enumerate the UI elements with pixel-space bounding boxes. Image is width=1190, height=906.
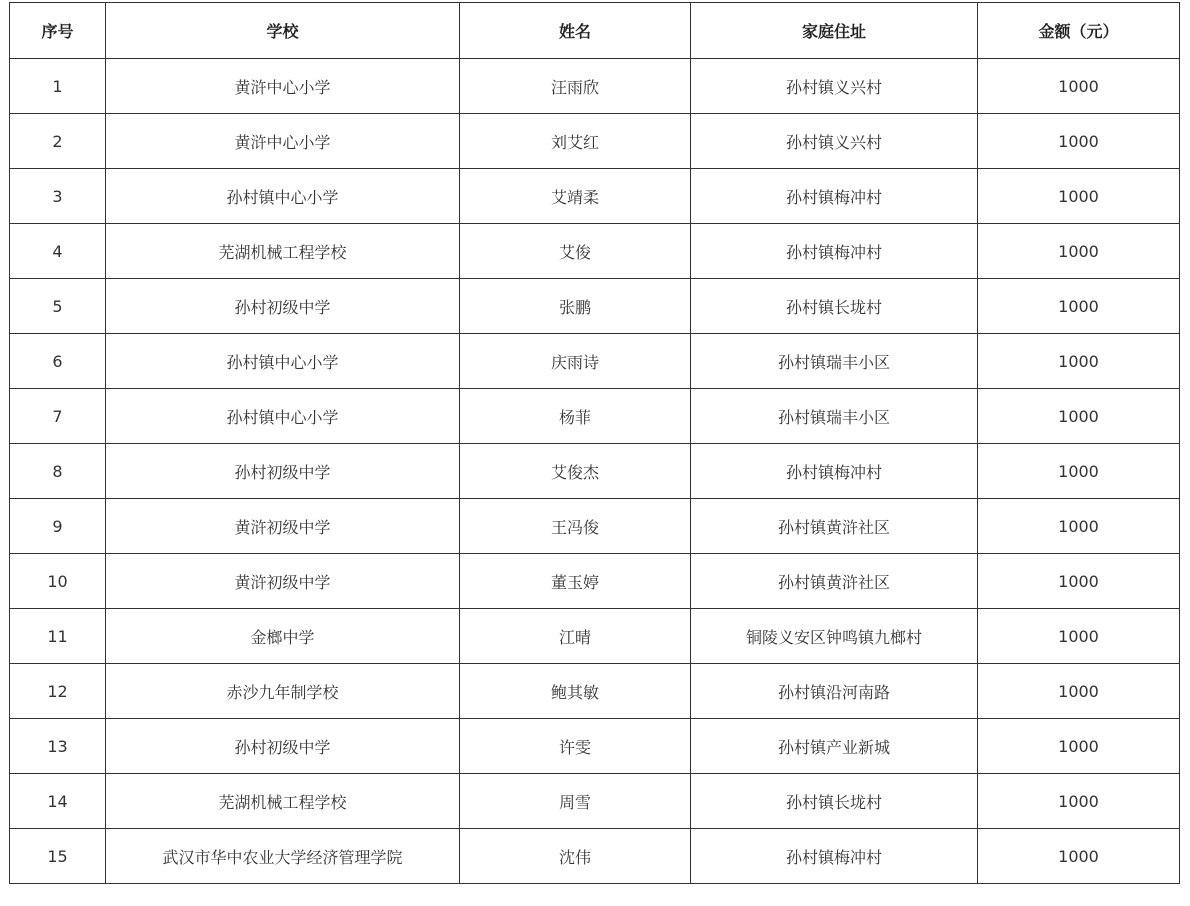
- header-index: 序号: [10, 3, 106, 59]
- table-row: [10, 774, 1180, 829]
- cell-school: 黄浒中心小学: [106, 114, 460, 169]
- cell-school: 武汉市华中农业大学经济管理学院: [106, 829, 460, 884]
- cell-index: 13: [10, 719, 106, 774]
- scholarship-table: [9, 2, 1180, 884]
- table-body: [10, 59, 1180, 884]
- cell-index: 15: [10, 829, 106, 884]
- table-row: [10, 719, 1180, 774]
- cell-address: 孙村镇黄浒社区: [691, 554, 978, 609]
- table-row: [10, 554, 1180, 609]
- cell-address: 孙村镇长垅村: [691, 279, 978, 334]
- scholarship-table-container: [9, 2, 1180, 884]
- cell-school: 孙村镇中心小学: [106, 389, 460, 444]
- cell-amount: 1000: [978, 114, 1180, 169]
- cell-amount: 1000: [978, 169, 1180, 224]
- cell-name: 庆雨诗: [460, 334, 691, 389]
- cell-address: 孙村镇沿河南路: [691, 664, 978, 719]
- cell-school: 黄浒中心小学: [106, 59, 460, 114]
- cell-amount: 1000: [978, 499, 1180, 554]
- cell-index: 3: [10, 169, 106, 224]
- cell-amount: 1000: [978, 334, 1180, 389]
- cell-index: 12: [10, 664, 106, 719]
- cell-school: 孙村镇中心小学: [106, 169, 460, 224]
- cell-school: 孙村镇中心小学: [106, 334, 460, 389]
- table-row: [10, 829, 1180, 884]
- cell-school: 孙村初级中学: [106, 444, 460, 499]
- cell-amount: 1000: [978, 389, 1180, 444]
- cell-address: 孙村镇梅冲村: [691, 169, 978, 224]
- table-row: [10, 59, 1180, 114]
- header-name: 姓名: [460, 3, 691, 59]
- cell-amount: 1000: [978, 774, 1180, 829]
- cell-index: 1: [10, 59, 106, 114]
- table-row: [10, 664, 1180, 719]
- cell-address: 孙村镇瑞丰小区: [691, 334, 978, 389]
- cell-address: 孙村镇义兴村: [691, 114, 978, 169]
- cell-amount: 1000: [978, 224, 1180, 279]
- header-amount: 金额（元）: [978, 3, 1180, 59]
- table-row: [10, 114, 1180, 169]
- cell-amount: 1000: [978, 829, 1180, 884]
- header-school: 学校: [106, 3, 460, 59]
- cell-address: 孙村镇梅冲村: [691, 224, 978, 279]
- table-row: [10, 279, 1180, 334]
- cell-name: 汪雨欣: [460, 59, 691, 114]
- table-row: [10, 224, 1180, 279]
- cell-name: 江晴: [460, 609, 691, 664]
- cell-school: 芜湖机械工程学校: [106, 224, 460, 279]
- cell-amount: 1000: [978, 279, 1180, 334]
- cell-name: 王冯俊: [460, 499, 691, 554]
- cell-index: 4: [10, 224, 106, 279]
- cell-index: 6: [10, 334, 106, 389]
- cell-amount: 1000: [978, 664, 1180, 719]
- cell-name: 许雯: [460, 719, 691, 774]
- header-address: 家庭住址: [691, 3, 978, 59]
- cell-school: 黄浒初级中学: [106, 499, 460, 554]
- cell-address: 孙村镇梅冲村: [691, 444, 978, 499]
- cell-amount: 1000: [978, 444, 1180, 499]
- cell-index: 5: [10, 279, 106, 334]
- cell-school: 赤沙九年制学校: [106, 664, 460, 719]
- cell-amount: 1000: [978, 59, 1180, 114]
- cell-school: 孙村初级中学: [106, 719, 460, 774]
- table-row: [10, 169, 1180, 224]
- cell-school: 金榔中学: [106, 609, 460, 664]
- cell-name: 刘艾红: [460, 114, 691, 169]
- table-row: [10, 389, 1180, 444]
- cell-address: 孙村镇梅冲村: [691, 829, 978, 884]
- cell-index: 8: [10, 444, 106, 499]
- cell-address: 孙村镇义兴村: [691, 59, 978, 114]
- cell-address: 孙村镇产业新城: [691, 719, 978, 774]
- cell-address: 孙村镇长垅村: [691, 774, 978, 829]
- cell-name: 艾俊杰: [460, 444, 691, 499]
- cell-name: 董玉婷: [460, 554, 691, 609]
- cell-index: 2: [10, 114, 106, 169]
- table-row: [10, 499, 1180, 554]
- cell-school: 黄浒初级中学: [106, 554, 460, 609]
- cell-address: 孙村镇瑞丰小区: [691, 389, 978, 444]
- cell-name: 周雪: [460, 774, 691, 829]
- cell-index: 7: [10, 389, 106, 444]
- cell-name: 张鹏: [460, 279, 691, 334]
- cell-amount: 1000: [978, 719, 1180, 774]
- cell-school: 孙村初级中学: [106, 279, 460, 334]
- cell-name: 鲍其敏: [460, 664, 691, 719]
- cell-school: 芜湖机械工程学校: [106, 774, 460, 829]
- cell-name: 沈伟: [460, 829, 691, 884]
- table-row: [10, 334, 1180, 389]
- table-header-row: [10, 3, 1180, 59]
- cell-name: 艾靖柔: [460, 169, 691, 224]
- table-row: [10, 609, 1180, 664]
- cell-address: 孙村镇黄浒社区: [691, 499, 978, 554]
- cell-index: 11: [10, 609, 106, 664]
- cell-index: 9: [10, 499, 106, 554]
- cell-address: 铜陵义安区钟鸣镇九榔村: [691, 609, 978, 664]
- cell-name: 艾俊: [460, 224, 691, 279]
- cell-amount: 1000: [978, 609, 1180, 664]
- cell-index: 10: [10, 554, 106, 609]
- cell-name: 杨菲: [460, 389, 691, 444]
- cell-index: 14: [10, 774, 106, 829]
- cell-amount: 1000: [978, 554, 1180, 609]
- table-row: [10, 444, 1180, 499]
